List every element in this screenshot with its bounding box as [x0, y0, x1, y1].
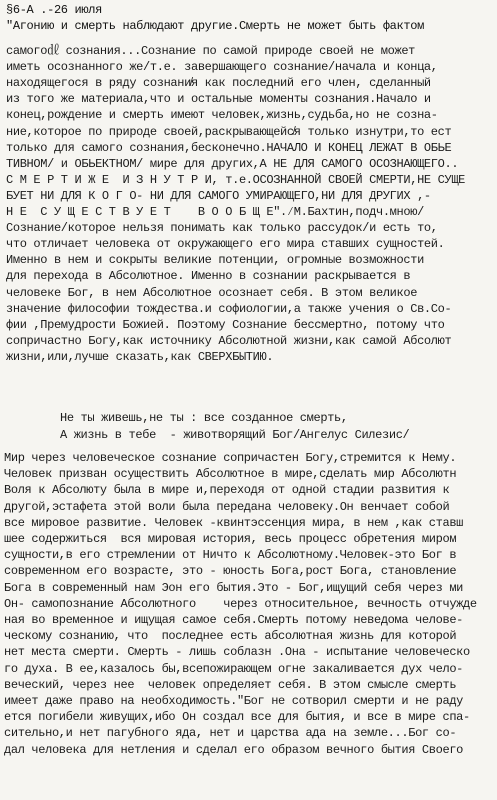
text-line: Он- самопознание Абсолютного через относительное, вечность отчужде	[4, 596, 477, 611]
poem-line: Не ты живешь,не ты : все созданное смерть,	[60, 411, 348, 425]
epigraph-line: "Агонию и смерть наблюдают другие.Смерть не может быть фактом	[6, 19, 424, 33]
poem-line: А жизнь в тебе - животворящий Бог/Ангелус Силезис/	[60, 428, 410, 442]
text-line: самого㎗ сознания...Сознание по самой природе своей не может	[6, 44, 416, 58]
text-line: ТИВНОМ/ и ОБЬЕКТНОМ/ мире для других,А НЕ ДЛЯ САМОГО ОСОЗНАЮЩЕГО..	[6, 156, 459, 171]
text-line: сущности,в его стремлении от Ничто к Абсолютному.Человек-это Бог в	[4, 548, 457, 563]
text-line: ческому сознанию, что последнее есть абсолютная жизнь для которой	[4, 629, 457, 644]
text-line: что отличает человека от окружающего его мира ставших сущностей.	[6, 237, 445, 252]
text-line: все мировое развитие. Человек -квинтэссенция мира, в нем ,как ставш	[4, 515, 464, 530]
text-line: ется погибели живущих,ибо Он создал все для бытия, и все в мире спа-	[4, 710, 470, 725]
text-line: Бога в современный нам Эон его бытия.Это - Бог,ищущий себя через ми	[4, 580, 464, 595]
text-line: для перехода в Абсолютное. Именно в сознании раскрывается в	[6, 269, 411, 284]
text-line: находящегося в ряду сознани̸я как последний его член, сделанный	[6, 76, 431, 91]
text-line: сительно,и нет пагубного яда, нет и царства ада на земле...Бог со-	[4, 726, 457, 741]
text-line: Н Е С У Щ Е С Т В У Е Т В О О Б Щ Е".⁄М.Бахтин,подч.мною/	[6, 205, 424, 219]
text-line: иметь осознанного же/т.е. завершающего сознание/начала и конца,	[6, 60, 438, 75]
text-line: Воля к Абсолюту была в мире и,переходя от одной стадии развития к	[4, 483, 450, 498]
text-line: фии ,Премудрости Божией. Поэтому Сознание бессмертно, потому что	[6, 317, 445, 332]
text-line: го духа. В ее,казалось бы,всепожирающем огне закаливается дух чело-	[4, 661, 464, 676]
page-header: §6-А .-26 июля	[6, 3, 102, 17]
text-line: конец,рождение и смерть имеют человек,жизнь,судьба,но не созна-	[6, 108, 438, 123]
text-line: веческий, через нее человек определяет себя. В этом смысле смерть	[4, 677, 457, 692]
text-line: из того же материала,что и остальные моменты сознания.Начало и	[6, 92, 431, 107]
text-line: жизни,или,лучше сказать,как СВЕРХБЫТИЮ.	[6, 349, 274, 364]
text-line: Человек призван осуществить Абсолютное в мире,сделать мир Абсолютн	[4, 467, 457, 482]
text-line: только для самого сознания,бесконечно.НАЧАЛО И КОНЕЦ ЛЕЖАТ В ОБЬЕ	[6, 140, 452, 155]
text-line: значение философии тождества.и софиологии,а также учения о Св.Со-	[6, 301, 452, 316]
text-line: Сознание/которое нельзя понимать как только рассудок/и есть то,	[6, 221, 438, 236]
text-line: С М Е Р Т И Ж Е И З Н У Т Р И, т.е.ОСОЗНАННОЙ СВОЕЙ СМЕРТИ,НЕ СУЩЕ	[6, 172, 466, 187]
text-line: нет места смерти. Смерть - лишь соблазн .Она - испытание человеческо	[4, 645, 470, 660]
text-line: Мир через человеческое сознание сопричастен Богу,стремится к Нему.	[4, 451, 457, 465]
text-line: другой,эстафета этой воли была передана человеку.Он венчает собой	[4, 499, 450, 514]
text-line: современном его возрасте, это - юность Бога,рост Бога, становление	[4, 564, 457, 579]
text-line: шее содержиться вся мировая история, весь процесс обретения миром	[4, 532, 457, 546]
text-line: ние,которое по природе своей,раскрывающейс̸я только изнутри,то ест	[6, 124, 452, 139]
text-line: имеет даже право на необходимость."Бог не сотворил смерти и не раду	[4, 694, 464, 708]
text-line: Именно в нем и сокрыты великие потенции, огромные возможности	[6, 253, 424, 268]
text-line: сопричастно Богу,как источнику Абсолютной жизни,как самой Абсолют	[6, 333, 452, 348]
text-line: дал человека для нетления и сделал его образом вечного бытия Своего	[4, 742, 464, 757]
text-line: ная во временное и ищущая самое себя.Смерть потому неведома челове-	[4, 613, 464, 627]
text-line: БУЕТ НИ ДЛЯ К О Г О- НИ ДЛЯ САМОГО УМИРАЮЩЕГО,НИ ДЛЯ ДРУГИХ ,-	[6, 188, 431, 203]
text-line: человеке Бог, в нем Абсолютное осознает себя. В этом великое	[6, 285, 418, 300]
